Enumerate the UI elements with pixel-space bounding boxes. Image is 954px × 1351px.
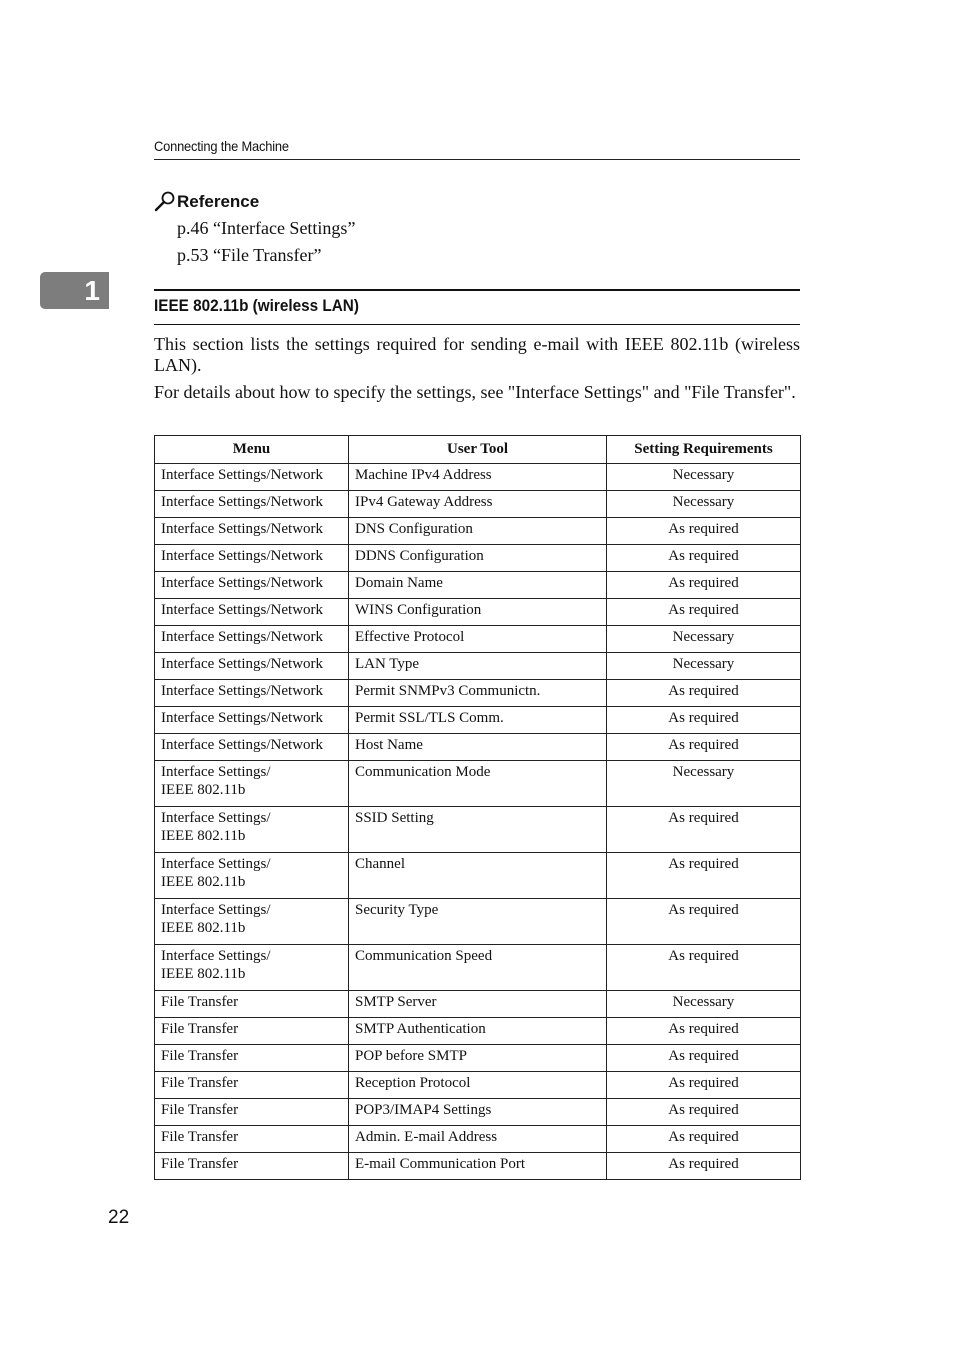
requirement-cell: As required xyxy=(607,945,801,991)
requirement-cell: Necessary xyxy=(607,626,801,653)
user-tool-cell: SMTP Authentication xyxy=(349,1018,607,1045)
table-row xyxy=(155,1072,801,1099)
user-tool-cell: Domain Name xyxy=(349,572,607,599)
menu-cell xyxy=(155,1099,349,1126)
menu-cell-line: File Transfer xyxy=(161,1129,239,1145)
requirement-cell: Necessary xyxy=(607,491,801,518)
requirement-cell: As required xyxy=(607,734,801,761)
requirement-cell: Necessary xyxy=(607,991,801,1018)
user-tool-cell: SMTP Server xyxy=(349,991,607,1018)
reference-heading xyxy=(154,190,259,212)
user-tool-cell: LAN Type xyxy=(349,653,607,680)
menu-cell xyxy=(155,491,349,518)
reference-link-file-transfer[interactable]: p.53 “File Transfer” xyxy=(177,245,322,265)
menu-cell-line: File Transfer xyxy=(161,1156,239,1172)
user-tool-cell: Permit SNMPv3 Communictn. xyxy=(349,680,607,707)
menu-cell-line: Interface Settings/Network xyxy=(161,629,324,645)
menu-cell-line: File Transfer xyxy=(161,994,239,1010)
menu-cell xyxy=(155,1018,349,1045)
requirement-cell: As required xyxy=(607,1153,801,1180)
table-row xyxy=(155,464,801,491)
requirement-cell: As required xyxy=(607,899,801,945)
menu-cell xyxy=(155,991,349,1018)
menu-cell xyxy=(155,626,349,653)
requirement-cell: As required xyxy=(607,807,801,853)
menu-cell xyxy=(155,464,349,491)
table-row xyxy=(155,518,801,545)
menu-cell xyxy=(155,707,349,734)
requirement-cell: As required xyxy=(607,572,801,599)
table-row xyxy=(155,545,801,572)
reference-title: Reference xyxy=(177,192,260,211)
menu-cell xyxy=(155,1072,349,1099)
table-row xyxy=(155,1099,801,1126)
requirement-cell: As required xyxy=(607,1126,801,1153)
table-row xyxy=(155,653,801,680)
user-tool-cell: Permit SSL/TLS Comm. xyxy=(349,707,607,734)
requirement-cell: As required xyxy=(607,707,801,734)
user-tool-cell: POP before SMTP xyxy=(349,1045,607,1072)
table-row xyxy=(155,1018,801,1045)
user-tool-cell: Communication Speed xyxy=(349,945,607,991)
menu-cell xyxy=(155,599,349,626)
running-header: Connecting the Machine xyxy=(154,138,289,154)
chapter-tab: 1 xyxy=(40,272,109,309)
menu-cell-line: IEEE 802.11b xyxy=(161,782,246,798)
table-row xyxy=(155,572,801,599)
table-row xyxy=(155,1126,801,1153)
user-tool-cell: Security Type xyxy=(349,899,607,945)
menu-cell-line: Interface Settings/ xyxy=(161,764,271,780)
section-title: IEEE 802.11b (wireless LAN) xyxy=(154,296,359,315)
requirement-cell: As required xyxy=(607,545,801,572)
user-tool-cell: SSID Setting xyxy=(349,807,607,853)
menu-cell-line: File Transfer xyxy=(161,1075,239,1091)
menu-cell xyxy=(155,653,349,680)
column-header-setting-requirements: Setting Requirements xyxy=(607,436,801,464)
menu-cell-line: Interface Settings/Network xyxy=(161,710,324,726)
user-tool-cell: WINS Configuration xyxy=(349,599,607,626)
user-tool-cell: Communication Mode xyxy=(349,761,607,807)
menu-cell-line: Interface Settings/Network xyxy=(161,656,324,672)
menu-cell-line: IEEE 802.11b xyxy=(161,966,246,982)
menu-cell xyxy=(155,807,349,853)
details-paragraph: For details about how to specify the settings, see "Interface Settings" and "File Transfer". xyxy=(154,382,796,402)
menu-cell-line: Interface Settings/Network xyxy=(161,683,324,699)
requirement-cell: Necessary xyxy=(607,653,801,680)
section-rule-top xyxy=(154,289,800,291)
requirement-cell: As required xyxy=(607,1018,801,1045)
menu-cell xyxy=(155,1153,349,1180)
page-number: 22 xyxy=(108,1207,130,1228)
menu-cell-line: Interface Settings/Network xyxy=(161,494,324,510)
menu-cell xyxy=(155,761,349,807)
menu-cell xyxy=(155,734,349,761)
table-body xyxy=(155,464,801,1180)
magnifier-icon xyxy=(154,190,176,212)
menu-cell xyxy=(155,572,349,599)
user-tool-cell: Channel xyxy=(349,853,607,899)
header-rule xyxy=(154,159,800,160)
column-header-menu: Menu xyxy=(155,436,349,464)
section-rule-bottom xyxy=(154,324,800,325)
requirement-cell: As required xyxy=(607,599,801,626)
menu-cell-line: Interface Settings/ xyxy=(161,856,271,872)
table-row xyxy=(155,945,801,991)
menu-cell xyxy=(155,899,349,945)
table-row xyxy=(155,761,801,807)
table-row xyxy=(155,853,801,899)
requirement-cell: Necessary xyxy=(607,464,801,491)
menu-cell-line: File Transfer xyxy=(161,1021,239,1037)
user-tool-cell: DNS Configuration xyxy=(349,518,607,545)
user-tool-cell: E-mail Communication Port xyxy=(349,1153,607,1180)
table-row xyxy=(155,734,801,761)
table-row xyxy=(155,807,801,853)
requirement-cell: Necessary xyxy=(607,761,801,807)
table-row xyxy=(155,707,801,734)
column-header-user-tool: User Tool xyxy=(349,436,607,464)
user-tool-cell: DDNS Configuration xyxy=(349,545,607,572)
menu-cell-line: Interface Settings/Network xyxy=(161,737,324,753)
user-tool-cell: Effective Protocol xyxy=(349,626,607,653)
intro-paragraph: This section lists the settings required for sending e-mail with IEEE 802.11b (wireless LAN). xyxy=(154,334,800,375)
menu-cell xyxy=(155,545,349,572)
menu-cell-line: IEEE 802.11b xyxy=(161,828,246,844)
menu-cell-line: Interface Settings/Network xyxy=(161,602,324,618)
requirement-cell: As required xyxy=(607,1045,801,1072)
table-row xyxy=(155,599,801,626)
menu-cell xyxy=(155,945,349,991)
table-row xyxy=(155,680,801,707)
menu-cell xyxy=(155,1126,349,1153)
requirement-cell: As required xyxy=(607,1072,801,1099)
table-row xyxy=(155,1045,801,1072)
user-tool-cell: Machine IPv4 Address xyxy=(349,464,607,491)
reference-link-interface-settings[interactable]: p.46 “Interface Settings” xyxy=(177,218,356,238)
menu-cell-line: Interface Settings/ xyxy=(161,948,271,964)
menu-cell-line: File Transfer xyxy=(161,1102,239,1118)
menu-cell-line: Interface Settings/Network xyxy=(161,575,324,591)
menu-cell-line: Interface Settings/Network xyxy=(161,521,324,537)
user-tool-cell: POP3/IMAP4 Settings xyxy=(349,1099,607,1126)
table-row xyxy=(155,991,801,1018)
requirement-cell: As required xyxy=(607,680,801,707)
user-tool-cell: IPv4 Gateway Address xyxy=(349,491,607,518)
menu-cell-line: Interface Settings/Network xyxy=(161,467,324,483)
menu-cell-line: Interface Settings/ xyxy=(161,902,271,918)
menu-cell xyxy=(155,1045,349,1072)
requirement-cell: As required xyxy=(607,1099,801,1126)
table-row xyxy=(155,899,801,945)
menu-cell xyxy=(155,853,349,899)
table-row xyxy=(155,491,801,518)
menu-cell-line: IEEE 802.11b xyxy=(161,874,246,890)
menu-cell xyxy=(155,680,349,707)
table-row xyxy=(155,626,801,653)
menu-cell xyxy=(155,518,349,545)
settings-table xyxy=(154,435,801,1180)
menu-cell-line: Interface Settings/Network xyxy=(161,548,324,564)
requirement-cell: As required xyxy=(607,853,801,899)
user-tool-cell: Host Name xyxy=(349,734,607,761)
requirement-cell: As required xyxy=(607,518,801,545)
menu-cell-line: IEEE 802.11b xyxy=(161,920,246,936)
menu-cell-line: File Transfer xyxy=(161,1048,239,1064)
user-tool-cell: Admin. E-mail Address xyxy=(349,1126,607,1153)
table-header-row xyxy=(155,436,801,464)
table-row xyxy=(155,1153,801,1180)
menu-cell-line: Interface Settings/ xyxy=(161,810,271,826)
user-tool-cell: Reception Protocol xyxy=(349,1072,607,1099)
